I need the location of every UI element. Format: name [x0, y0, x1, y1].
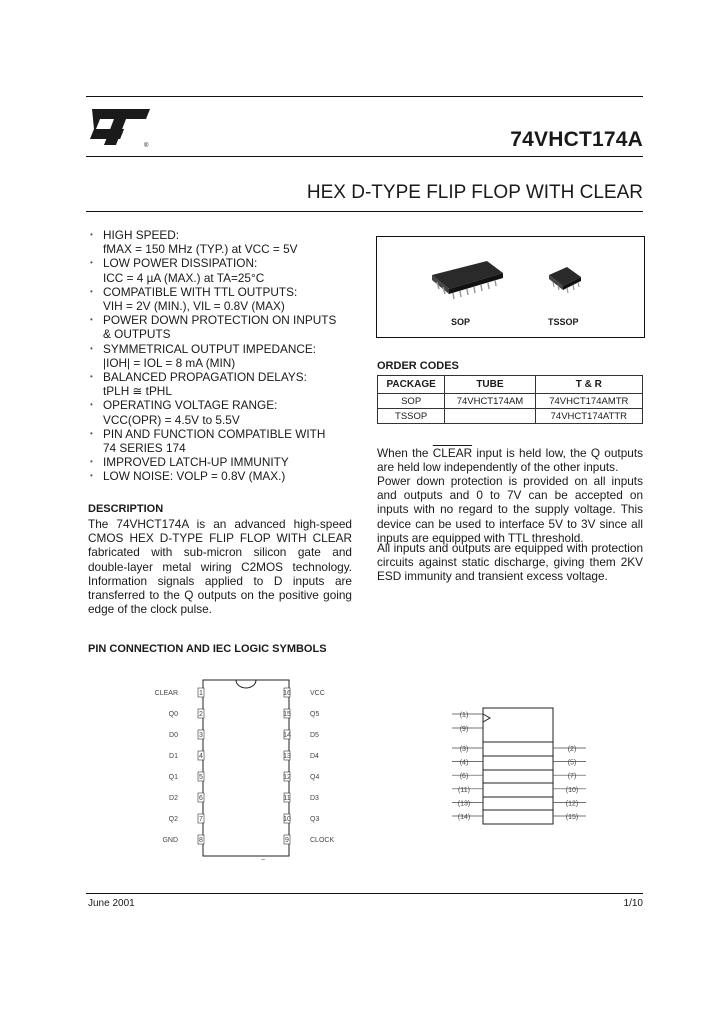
- title-rule: [86, 211, 643, 212]
- top-rule: [86, 96, 643, 97]
- right-pin-number: 10: [283, 816, 291, 823]
- part-number: 74VHCT174A: [510, 128, 643, 151]
- col-tr: T & R: [535, 376, 642, 394]
- col-tube: TUBE: [445, 376, 535, 394]
- footer-page: 1/10: [623, 898, 643, 909]
- feature-item: • LOW POWER DISSIPATION: ICC = 4 µA (MAX.) at TA=25°C: [88, 256, 360, 284]
- right-pin-label: Q5: [310, 711, 320, 718]
- right-pin-label: Q4: [310, 774, 320, 781]
- col-package: PACKAGE: [378, 376, 445, 394]
- right-pin-number: 16: [283, 690, 291, 697]
- order-codes-heading: ORDER CODES: [377, 360, 459, 372]
- feature-item: • IMPROVED LATCH-UP IMMUNITY: [88, 455, 360, 469]
- left-pin-label: Q0: [168, 711, 178, 718]
- left-pin-number: 7: [199, 816, 203, 823]
- left-pin-number: 8: [199, 837, 203, 844]
- package-box: [376, 236, 645, 338]
- table-header-row: [378, 376, 643, 394]
- feature-item: • LOW NOISE: VOLP = 0.8V (MAX.): [88, 469, 360, 483]
- iec-output-pin: (15): [565, 814, 579, 821]
- right-pin-label: D5: [310, 732, 319, 739]
- left-pin-number: 2: [199, 711, 203, 718]
- feature-item: • HIGH SPEED: fMAX = 150 MHz (TYP.) at VCC = 5V: [88, 228, 360, 256]
- right-pin-label: D4: [310, 753, 319, 760]
- clear-paragraph: When the CLEAR input is held low, the Q outputs are held low independently of the other inputs.: [377, 446, 643, 475]
- table-row: SOP 74VHCT174AM 74VHCT174AMTR: [378, 394, 643, 409]
- table-row: TSSOP 74VHCT174ATTR: [378, 409, 643, 424]
- iec-control-block: [483, 708, 553, 742]
- right-pin-label: Q3: [310, 816, 320, 823]
- iec-symbol: [483, 708, 553, 824]
- power-down-paragraph: Power down protection is provided on all inputs and outputs and 0 to 7V can be accepted on inputs with no regard to the supply voltage. This device can be used to interface 5V to 3V since all inputs are equipped with TTL threshold.: [377, 474, 643, 545]
- left-pin-label: Q2: [168, 816, 178, 823]
- left-pin-label: D0: [169, 732, 178, 739]
- left-pin-number: 3: [199, 732, 203, 739]
- right-pin-number: 11: [283, 795, 291, 802]
- footer-rule: [86, 893, 643, 894]
- feature-item: • OPERATING VOLTAGE RANGE: VCC(OPR) = 4.5V to 5.5V: [88, 398, 360, 426]
- feature-item: • PIN AND FUNCTION COMPATIBLE WITH 74 SERIES 174: [88, 427, 360, 455]
- package-illustration: [377, 237, 644, 337]
- right-pin-label: VCC: [310, 690, 325, 697]
- iec-input-pin: (1): [459, 712, 469, 719]
- iec-input-pin: (9): [459, 726, 469, 733]
- st-logo-icon: [86, 105, 152, 149]
- left-pin-number: 5: [199, 774, 203, 781]
- sop-label: SOP: [451, 317, 471, 327]
- iec-input-pin: (3): [459, 746, 469, 753]
- right-pin-number: 14: [283, 732, 291, 739]
- feature-item: • SYMMETRICAL OUTPUT IMPEDANCE: |IOH| = IOL = 8 mA (MIN): [88, 342, 360, 370]
- left-pin-label: GND: [162, 837, 178, 844]
- pin-section-heading: PIN CONNECTION AND IEC LOGIC SYMBOLS: [88, 643, 327, 655]
- order-codes-table: [377, 375, 643, 424]
- feature-item: • BALANCED PROPAGATION DELAYS: tPLH ≅ tPHL: [88, 370, 360, 398]
- iec-output-pin: (10): [565, 786, 579, 794]
- iec-input-pin: (14): [457, 814, 471, 821]
- left-pin-number: 6: [199, 795, 203, 802]
- iec-input-pin: (6): [459, 773, 469, 781]
- left-pin-label: Q1: [168, 774, 178, 781]
- right-pin-number: 12: [283, 774, 291, 781]
- right-pin-label: CLOCK: [310, 837, 335, 844]
- left-pin-label: D1: [169, 753, 178, 760]
- iec-output-pin: (12): [565, 800, 579, 808]
- dip-caption-mark: ~: [261, 857, 266, 864]
- iec-input-pin: (13): [457, 800, 471, 808]
- left-pin-number: 1: [199, 690, 203, 697]
- features-list: [88, 228, 360, 484]
- header-rule: [86, 156, 643, 157]
- iec-output-pin: (2): [567, 746, 577, 753]
- left-pin-label: D2: [169, 795, 178, 802]
- left-pin-number: 4: [199, 753, 203, 760]
- footer-date: June 2001: [88, 898, 135, 909]
- iec-output-pin: (7): [567, 773, 577, 781]
- dip-body: [203, 680, 289, 856]
- description-text: The 74VHCT174A is an advanced high-speed CMOS HEX D-TYPE FLIP FLOP WITH CLEAR fabricated with sub-micron silicon gate and double-layer metal wiring C2MOS technology. Information signals applied to D inputs are transferred to the Q outputs on the positive going edge of the clock pulse.: [88, 517, 352, 617]
- tssop-label: TSSOP: [548, 317, 579, 327]
- right-pin-number: 9: [285, 837, 289, 844]
- iec-input-pin: (11): [458, 786, 470, 794]
- feature-item: • POWER DOWN PROTECTION ON INPUTS & OUTPUTS: [88, 313, 360, 341]
- dip-notch: [236, 680, 256, 688]
- feature-item: • COMPATIBLE WITH TTL OUTPUTS: VIH = 2V (MIN.), VIL = 0.8V (MAX): [88, 285, 360, 313]
- esd-paragraph: All inputs and outputs are equipped with protection circuits against static discharge, giving them 2KV ESD immunity and transient excess voltage.: [377, 541, 643, 584]
- tssop-chip-icon: [549, 267, 581, 293]
- description-heading: DESCRIPTION: [88, 503, 164, 515]
- right-pin-number: 15: [283, 711, 291, 718]
- right-pin-number: 13: [283, 753, 291, 760]
- right-pin-label: D3: [310, 795, 319, 802]
- pin-diagram: [86, 670, 643, 880]
- sop-chip-icon: [432, 261, 503, 299]
- left-pin-label: CLEAR: [154, 690, 178, 697]
- iec-input-pin: (4): [459, 759, 469, 767]
- page-title: HEX D-TYPE FLIP FLOP WITH CLEAR: [306, 182, 643, 203]
- iec-output-pin: (5): [567, 759, 577, 767]
- svg-text:®: ®: [144, 143, 149, 149]
